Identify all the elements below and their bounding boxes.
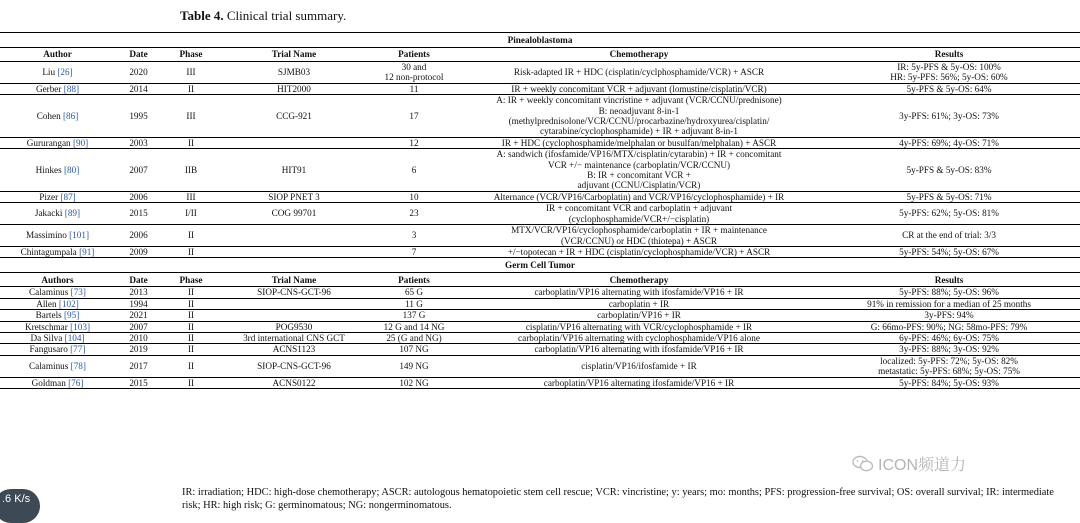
table-row [0, 344, 1080, 355]
trial-cell: CCG-921 [220, 95, 368, 138]
chemo-cell [460, 83, 818, 94]
author-name: Gerber [35, 83, 62, 94]
citation-link[interactable]: [73] [70, 287, 86, 298]
results-cell [818, 225, 1080, 247]
results-line: 3y-PFS: 88%; 3y-OS: 92% [899, 344, 999, 355]
trial-cell [220, 298, 368, 309]
patients-line: 12 [409, 137, 419, 148]
chemo-line: MTX/VCR/VP16/cyclophosphamide/carboplatin + IR + maintenance [511, 225, 767, 236]
table-caption [180, 8, 346, 24]
chemo-line: carboplatin/VP16 alternating ifosfamide/VP16 + IR [543, 377, 735, 388]
chemo-cell [460, 246, 818, 257]
patients-line: 12 G and 14 NG [383, 321, 445, 332]
table-row [0, 225, 1080, 247]
author-cell [0, 298, 115, 309]
results-cell [818, 355, 1080, 377]
results-cell [818, 377, 1080, 388]
results-cell [818, 287, 1080, 298]
results-cell [818, 137, 1080, 148]
date-cell: 2003 [115, 137, 162, 148]
chemo-line: IR + concomitant VCR and carboplatin + adjuvant [546, 203, 732, 214]
date-cell: 1994 [115, 298, 162, 309]
column-header: Chemotherapy [460, 48, 818, 62]
patients-cell [368, 95, 460, 138]
patients-line: 3 [411, 230, 417, 241]
phase-cell: III [162, 191, 220, 202]
trial-cell [220, 137, 368, 148]
patients-cell [368, 225, 460, 247]
chemo-line: carboplatin/VP16 + IR [597, 310, 681, 321]
table-row [0, 310, 1080, 321]
results-line: 5y-PFS: 62%; 5y-OS: 81% [899, 208, 999, 219]
author-name: Hinkes [35, 164, 62, 175]
phase-cell: II [162, 332, 220, 343]
table-row [0, 137, 1080, 148]
author-name: Pizer [39, 191, 59, 202]
citation-link[interactable]: [90] [72, 137, 89, 148]
phase-cell: II [162, 83, 220, 94]
patients-line: 17 [409, 110, 419, 121]
chemo-cell [460, 344, 818, 355]
date-cell: 2010 [115, 332, 162, 343]
table-row [0, 287, 1080, 298]
chemo-line: A: sandwich (ifosfamide/VP16/MTX/cisplatin/cytarabin) + IR + concomitant [496, 149, 782, 160]
wechat-icon [852, 455, 874, 473]
phase-cell: II [162, 377, 220, 388]
author-name: Cohen [36, 110, 61, 121]
chemo-cell [460, 287, 818, 298]
trial-cell: SJMB03 [220, 62, 368, 84]
chemo-line: cisplatin/VP16 alternating with VCR/cyclophosphamide + IR [525, 321, 753, 332]
table-footnote: IR: irradiation; HDC: high-dose chemotherapy; ASCR: autologous hematopoietic stem cell rescue; VCR: vincristine; y: years; mo: months; PFS: progression-free survival; OS: overall survival; IR: intermediate risk; HR: high risk; G: germinomatous; NG: nongerminomatous. [182, 487, 1054, 511]
chemo-line: cisplatin/VP16/ifosfamide + IR [581, 360, 697, 371]
caption-label: Table 4. [180, 8, 224, 23]
date-cell: 2007 [115, 321, 162, 332]
watermark-text: ICON频道力 [878, 457, 967, 474]
date-cell: 2015 [115, 377, 162, 388]
column-header: Trial Name [220, 48, 368, 62]
results-line: metastatic: 5y-PFS: 68%; 5y-OS: 75% [878, 366, 1020, 377]
phase-cell: III [162, 95, 220, 138]
patients-cell [368, 83, 460, 94]
phase-cell: II [162, 344, 220, 355]
patients-line: 65 G [404, 287, 424, 298]
patients-line: 11 [409, 83, 419, 94]
author-cell [0, 225, 115, 247]
author-name: Jakacki [34, 208, 63, 219]
date-cell: 2014 [115, 83, 162, 94]
author-name: Gururangan [26, 137, 71, 148]
patients-cell [368, 298, 460, 309]
phase-cell: IIB [162, 149, 220, 192]
results-cell [818, 62, 1080, 84]
date-cell: 2021 [115, 310, 162, 321]
results-line: 6y-PFS: 46%; 6y-OS: 75% [899, 332, 999, 343]
trial-cell: POG9530 [220, 321, 368, 332]
chemo-cell [460, 355, 818, 377]
patients-line: 102 NG [399, 377, 429, 388]
patients-cell [368, 321, 460, 332]
results-cell [818, 246, 1080, 257]
patients-cell [368, 332, 460, 343]
chemo-cell [460, 95, 818, 138]
clinical-trial-table-wrap [0, 32, 1080, 389]
trial-cell: ACNS0122 [220, 377, 368, 388]
citation-link[interactable]: [103] [70, 321, 91, 332]
phase-cell: II [162, 310, 220, 321]
trial-cell [220, 246, 368, 257]
column-header: Results [818, 273, 1080, 287]
author-name: Chintagumpala [20, 246, 77, 257]
patients-line: 23 [409, 208, 419, 219]
chemo-cell [460, 137, 818, 148]
phase-cell: II [162, 298, 220, 309]
column-header: Patients [368, 273, 460, 287]
chemo-line: VCR +/− maintenance (carboplatin/VCR/CCNU) [547, 159, 731, 170]
author-cell [0, 287, 115, 298]
results-line: 5y-PFS & 5y-OS: 64% [906, 83, 992, 94]
patients-line: 137 G [402, 310, 426, 321]
results-line: 5y-PFS: 84%; 5y-OS: 93% [899, 377, 999, 388]
table-row [0, 321, 1080, 332]
results-cell [818, 83, 1080, 94]
patients-line: 149 NG [399, 360, 429, 371]
chemo-line: carboplatin/VP16 alternating with ifosfamide/VP16 + IR [534, 344, 744, 355]
date-cell: 2013 [115, 287, 162, 298]
section-title: Pinealoblastoma [0, 33, 1080, 48]
author-cell [0, 344, 115, 355]
citation-link[interactable]: [76] [68, 377, 84, 388]
patients-cell [368, 191, 460, 202]
header-row [0, 273, 1080, 287]
patients-line: 7 [411, 246, 417, 257]
author-cell [0, 62, 115, 84]
chemo-line: A: IR + weekly concomitant vincristine + adjuvant (VCR/CCNU/prednisone) [496, 95, 782, 106]
results-line: 4y-PFS: 69%; 4y-OS: 71% [899, 137, 999, 148]
results-line: IR: 5y-PFS & 5y-OS: 100% [897, 62, 1001, 72]
date-cell: 2007 [115, 149, 162, 192]
watermark [852, 452, 966, 475]
caption-text: Clinical trial summary. [226, 8, 347, 23]
date-cell: 2020 [115, 62, 162, 84]
table-row [0, 149, 1080, 192]
chemo-line: carboplatin/VP16 alternating with ifosfamide/VP16 + IR [534, 287, 744, 298]
column-header: Date [115, 273, 162, 287]
author-name: Kretschmar [24, 321, 68, 332]
author-cell [0, 203, 115, 225]
chemo-line: carboplatin/VP16 alternating with cyclophosphamide/VP16 alone [518, 332, 760, 343]
results-cell [818, 298, 1080, 309]
trial-cell: HIT91 [220, 149, 368, 192]
chemo-line: Risk-adapted IR + HDC (cisplatin/cyclphosphamide/VCR) + ASCR [513, 67, 765, 78]
table-row [0, 355, 1080, 377]
date-cell: 2019 [115, 344, 162, 355]
author-cell [0, 95, 115, 138]
section-title-row [0, 258, 1080, 273]
citation-link[interactable]: [102] [58, 298, 79, 309]
network-speed-badge: .6 K/s [0, 489, 40, 523]
trial-cell: SIOP-CNS-GCT-96 [220, 355, 368, 377]
results-line: CR at the end of trial: 3/3 [902, 230, 996, 241]
results-line: 5y-PFS: 54%; 5y-OS: 67% [899, 246, 999, 257]
patients-cell [368, 310, 460, 321]
table-row [0, 62, 1080, 84]
author-name: Allen [36, 298, 57, 309]
results-cell [818, 344, 1080, 355]
author-cell [0, 355, 115, 377]
phase-cell: II [162, 287, 220, 298]
chemo-line: IR + weekly concomitant VCR + adjuvant (lomustine/cisplatin/VCR) [511, 83, 767, 94]
column-header: Chemotherapy [460, 273, 818, 287]
trial-cell: HIT2000 [220, 83, 368, 94]
citation-link[interactable]: [101] [69, 230, 90, 241]
section-title-row [0, 33, 1080, 48]
chemo-cell [460, 321, 818, 332]
column-header: Phase [162, 48, 220, 62]
trial-cell: COG 99701 [220, 203, 368, 225]
phase-cell: I/II [162, 203, 220, 225]
table-row [0, 95, 1080, 138]
patients-line: 12 non-protocol [384, 72, 444, 83]
author-cell [0, 149, 115, 192]
trial-cell: ACNS1123 [220, 344, 368, 355]
phase-cell: II [162, 355, 220, 377]
citation-link[interactable]: [26] [57, 67, 73, 78]
patients-cell [368, 355, 460, 377]
table-row [0, 377, 1080, 388]
results-line: 5y-PFS & 5y-OS: 71% [906, 191, 992, 202]
citation-link[interactable]: [87] [60, 191, 76, 202]
phase-cell: III [162, 62, 220, 84]
date-cell: 2006 [115, 225, 162, 247]
author-cell [0, 332, 115, 343]
author-name: Da Silva [30, 332, 63, 343]
author-cell [0, 246, 115, 257]
header-row [0, 48, 1080, 62]
results-cell [818, 191, 1080, 202]
author-name: Calaminus [29, 287, 69, 298]
chemo-line: cytarabine/cyclophosphamide) + IR + adjuvant 8-in-1 [540, 126, 738, 137]
citation-link[interactable]: [88] [63, 83, 80, 94]
citation-link[interactable]: [89] [64, 208, 81, 219]
column-header: Patients [368, 48, 460, 62]
date-cell: 1995 [115, 95, 162, 138]
chemo-line: (cyclophosphamide/VCR+/−cisplatin) [568, 213, 710, 224]
chemo-line: +/−topotecan + IR + HDC (cisplatin/cyclophosphamide/VCR) + ASCR [507, 246, 771, 257]
author-cell [0, 191, 115, 202]
author-cell [0, 137, 115, 148]
results-line: localized: 5y-PFS: 72%; 5y-OS: 82% [880, 355, 1018, 366]
patients-cell [368, 344, 460, 355]
chemo-line: B: IR + concomitant VCR + [587, 170, 691, 181]
citation-link[interactable]: [104] [64, 332, 85, 343]
citation-link[interactable]: [77] [70, 344, 86, 355]
chemo-cell [460, 298, 818, 309]
date-cell: 2009 [115, 246, 162, 257]
chemo-line: B: neoadjuvant 8-in-1 [598, 105, 680, 116]
chemo-cell [460, 149, 818, 192]
table-row [0, 298, 1080, 309]
chemo-cell [460, 310, 818, 321]
trial-cell: 3rd international CNS GCT [220, 332, 368, 343]
citation-link[interactable]: [86] [62, 110, 79, 121]
phase-cell: II [162, 137, 220, 148]
results-line: 91% in remission for a median of 25 months [867, 298, 1031, 309]
patients-cell [368, 377, 460, 388]
section-title: Germ Cell Tumor [0, 258, 1080, 273]
phase-cell: II [162, 225, 220, 247]
patients-cell [368, 137, 460, 148]
chemo-line: (VCR/CCNU) or HDC (thiotepa) + ASCR [560, 235, 717, 246]
results-line: 3y-PFS: 94% [924, 310, 974, 321]
patients-line: 10 [409, 191, 419, 202]
phase-cell: II [162, 246, 220, 257]
results-line: 5y-PFS & 5y-OS: 83% [906, 164, 992, 175]
results-cell [818, 310, 1080, 321]
clinical-trial-table [0, 32, 1080, 389]
chemo-line: Alternance (VCR/VP16/Carboplatin) and VCR/VP16/cyclophosphamide) + IR [493, 191, 785, 202]
chemo-cell [460, 62, 818, 84]
author-name: Fangusaro [29, 344, 68, 355]
patients-cell [368, 149, 460, 192]
patients-cell [368, 287, 460, 298]
table-row [0, 246, 1080, 257]
patients-line: 30 and [401, 62, 427, 72]
results-line: 5y-PFS: 88%; 5y-OS: 96% [899, 287, 999, 298]
trial-cell: SIOP PNET 3 [220, 191, 368, 202]
patients-cell [368, 246, 460, 257]
results-cell [818, 95, 1080, 138]
column-header: Authors [0, 273, 115, 287]
results-line: HR: 5y-PFS: 56%; 5y-OS: 60% [890, 72, 1008, 83]
results-line: 3y-PFS: 61%; 3y-OS: 73% [899, 110, 999, 121]
citation-link[interactable]: [91] [79, 246, 95, 257]
chemo-cell [460, 225, 818, 247]
patients-line: 25 (G and NG) [386, 332, 442, 343]
column-header: Date [115, 48, 162, 62]
results-cell [818, 321, 1080, 332]
date-cell: 2015 [115, 203, 162, 225]
author-name: Calaminus [29, 360, 69, 371]
phase-cell: II [162, 321, 220, 332]
chemo-cell [460, 332, 818, 343]
patients-line: 6 [411, 164, 417, 175]
chemo-cell [460, 203, 818, 225]
column-header: Trial Name [220, 273, 368, 287]
chemo-line: adjuvant (CCNU/Cisplatin/VCR) [577, 180, 701, 191]
author-name: Bartels [35, 310, 62, 321]
chemo-line: (methylprednisolone/VCR/CCNU/procarbazine/hydroxyurea/cisplatin/ [508, 116, 770, 127]
results-cell [818, 203, 1080, 225]
date-cell: 2006 [115, 191, 162, 202]
results-line: G: 66mo-PFS: 90%; NG: 58mo-PFS: 79% [870, 321, 1028, 332]
author-cell [0, 377, 115, 388]
author-name: Liu [42, 67, 56, 78]
patients-cell [368, 62, 460, 84]
trial-cell [220, 310, 368, 321]
date-cell: 2017 [115, 355, 162, 377]
author-cell [0, 321, 115, 332]
chemo-line: carboplatin + IR [608, 298, 670, 309]
chemo-cell [460, 377, 818, 388]
patients-line: 107 NG [399, 344, 429, 355]
column-header: Results [818, 48, 1080, 62]
author-name: Massimino [25, 230, 67, 241]
patients-cell [368, 203, 460, 225]
column-header: Author [0, 48, 115, 62]
citation-link[interactable]: [80] [64, 164, 80, 175]
results-cell [818, 149, 1080, 192]
author-name: Goldman [31, 377, 66, 388]
citation-link[interactable]: [78] [70, 360, 86, 371]
trial-cell: SIOP-CNS-GCT-96 [220, 287, 368, 298]
results-cell [818, 332, 1080, 343]
table-row [0, 83, 1080, 94]
chemo-cell [460, 191, 818, 202]
chemo-line: IR + HDC (cyclophosphamide/melphalan or busulfan/melphalan) + ASCR [501, 137, 777, 148]
patients-line: 11 G [405, 298, 423, 309]
table-row [0, 203, 1080, 225]
citation-link[interactable]: [95] [64, 310, 80, 321]
author-cell [0, 310, 115, 321]
author-cell [0, 83, 115, 94]
table-row [0, 191, 1080, 202]
trial-cell [220, 225, 368, 247]
table-row [0, 332, 1080, 343]
column-header: Phase [162, 273, 220, 287]
